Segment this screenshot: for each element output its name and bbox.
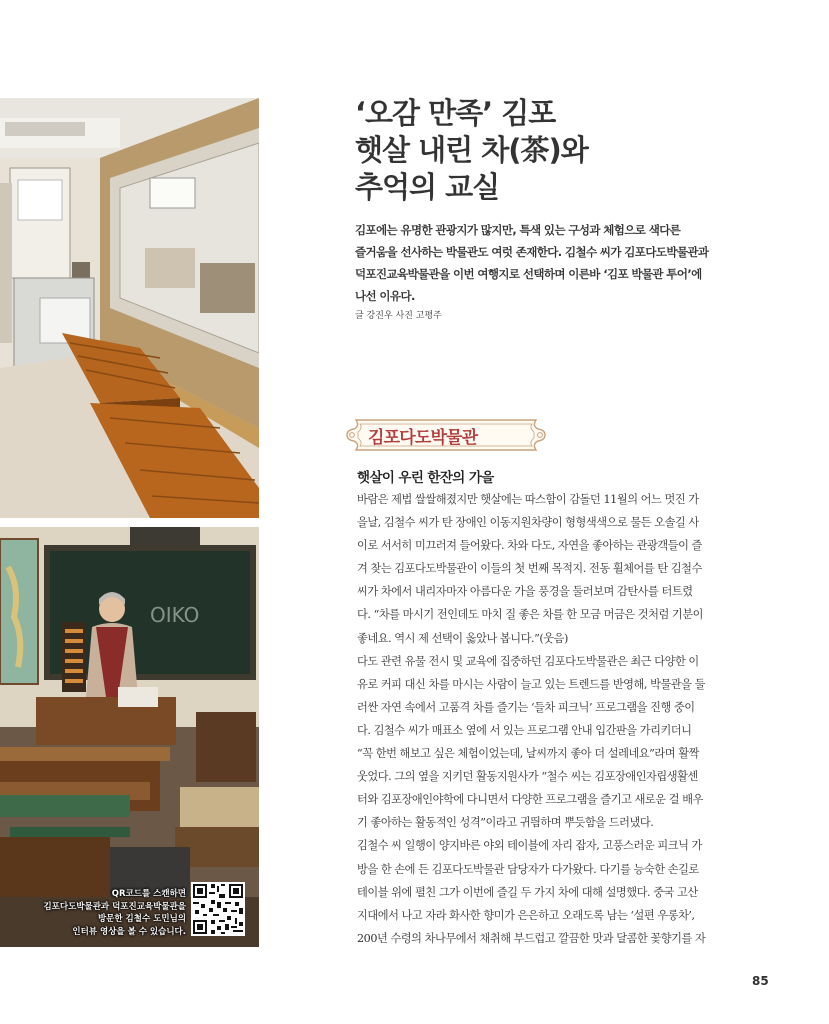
title-line: 햇살 내린 차(茶)와 bbox=[355, 133, 588, 167]
body-line: 다. 김철수 씨가 매표소 옆에 서 있는 프로그램 안내 입간판을 가리키더니 bbox=[357, 723, 692, 737]
qr-caption-line: QR코드를 스캔하면 bbox=[111, 889, 186, 899]
lead-line: 즐거움을 선사하는 박물관도 여럿 존재한다. 김철수 씨가 김포다도박물관과 bbox=[355, 245, 709, 259]
body-line: 좋네요. 역시 제 선택이 옳았나 봅니다.”(웃음) bbox=[357, 631, 568, 645]
page-number: 85 bbox=[752, 974, 769, 988]
body-line: 씨가 차에서 내리자마자 아름다운 가을 풍경을 둘러보며 감탄사를 터트렸 bbox=[357, 585, 693, 599]
byline: 글 강진우 사진 고평주 bbox=[355, 311, 442, 321]
section-badge-label: 김포다도박물관 bbox=[368, 428, 478, 448]
body-line: 방을 한 손에 든 김포다도박물관 담당자가 다가왔다. 다기를 능숙한 손길로 bbox=[357, 862, 699, 876]
body-line: 다. “차를 마시기 전인데도 마치 질 좋은 차를 한 모금 머금은 것처럼 기분이 bbox=[357, 608, 704, 622]
body-line: 바람은 제법 쌀쌀해졌지만 햇살에는 따스함이 감돌던 11월의 어느 멋진 가 bbox=[357, 493, 699, 506]
article-title bbox=[355, 95, 775, 206]
body-line: 지대에서 나고 자라 화사한 향미가 은은하고 오래도록 남는 ‘설편 우롱차’, bbox=[357, 908, 695, 922]
svg-text:OIKO: OIKO bbox=[150, 603, 200, 627]
article-body bbox=[357, 488, 775, 950]
body-line: 터와 김포장애인야학에 다니면서 다양한 프로그램을 즐기고 새로운 걸 배우 bbox=[357, 793, 703, 807]
lead-line: 나선 이유다. bbox=[355, 289, 415, 303]
body-line: 겨 찾는 김포다도박물관이 이들의 첫 번째 목적지. 전동 휠체어를 탄 김철수 bbox=[357, 562, 702, 576]
lead-line: 덕포진교육박물관을 이번 여행지로 선택하며 이른바 ‘김포 박물관 투어’에 bbox=[355, 267, 702, 281]
qr-caption bbox=[40, 888, 186, 938]
body-line: 200년 수령의 차나무에서 채취해 부드럽고 깔끔한 맛과 달콤한 꽃향기를 자 bbox=[357, 931, 706, 945]
body-line: 기 좋아하는 활동적인 성격”이라고 귀띔하며 뿌듯함을 드러냈다. bbox=[357, 816, 654, 830]
body-line: 이로 서서히 미끄러져 들어왔다. 차와 다도, 자연을 좋아하는 관광객들이 즐 bbox=[357, 539, 702, 553]
body-line: 테이블 위에 펼친 그가 이번에 즐길 두 가지 차에 대해 설명했다. 중국 고산 bbox=[357, 885, 698, 899]
qr-caption-line: 방문한 김철수 도민님의 bbox=[97, 914, 186, 924]
qr-code-icon[interactable] bbox=[191, 882, 245, 936]
body-line: 유로 커피 대신 차를 마시는 사람이 늘고 있는 트렌드를 반영해, 박물관을 둘 bbox=[357, 677, 705, 691]
body-line: 웃었다. 그의 옆을 지키던 활동지원사가 “철수 씨는 김포장애인자립생활센 bbox=[357, 770, 698, 784]
title-line: 추억의 교실 bbox=[355, 170, 500, 204]
body-line: 을날, 김철수 씨가 탄 장애인 이동지원차량이 형형색색으로 물든 오솔길 사 bbox=[357, 516, 699, 530]
museum-hall-photo bbox=[0, 98, 259, 518]
body-line: 김철수 씨 일행이 양지바른 야외 테이블에 자리 잡자, 고풍스러운 피크닉 가 bbox=[357, 839, 702, 853]
lead-paragraph bbox=[355, 219, 775, 307]
qr-caption-line: 김포다도박물관과 덕포진교육박물관을 bbox=[43, 901, 186, 912]
body-line: 다도 관련 유물 전시 및 교육에 집중하던 김포다도박물관은 최근 다양한 이 bbox=[357, 654, 699, 668]
body-line: “꼭 한번 해보고 싶은 체험이었는데, 날씨까지 좋아 더 설레네요”라며 활짝 bbox=[357, 747, 699, 761]
body-line: 러싼 자연 속에서 고품격 차를 즐기는 ‘들차 피크닉’ 프로그램을 진행 중이 bbox=[357, 700, 695, 714]
qr-caption-line: 인터뷰 영상을 볼 수 있습니다. bbox=[72, 926, 186, 937]
lead-line: 김포에는 유명한 관광지가 많지만, 특색 있는 구성과 체험으로 색다른 bbox=[355, 223, 681, 237]
section-subhead: 햇살이 우린 한잔의 가을 bbox=[357, 470, 494, 486]
title-line: ‘오감 만족’ 김포 bbox=[355, 96, 556, 130]
